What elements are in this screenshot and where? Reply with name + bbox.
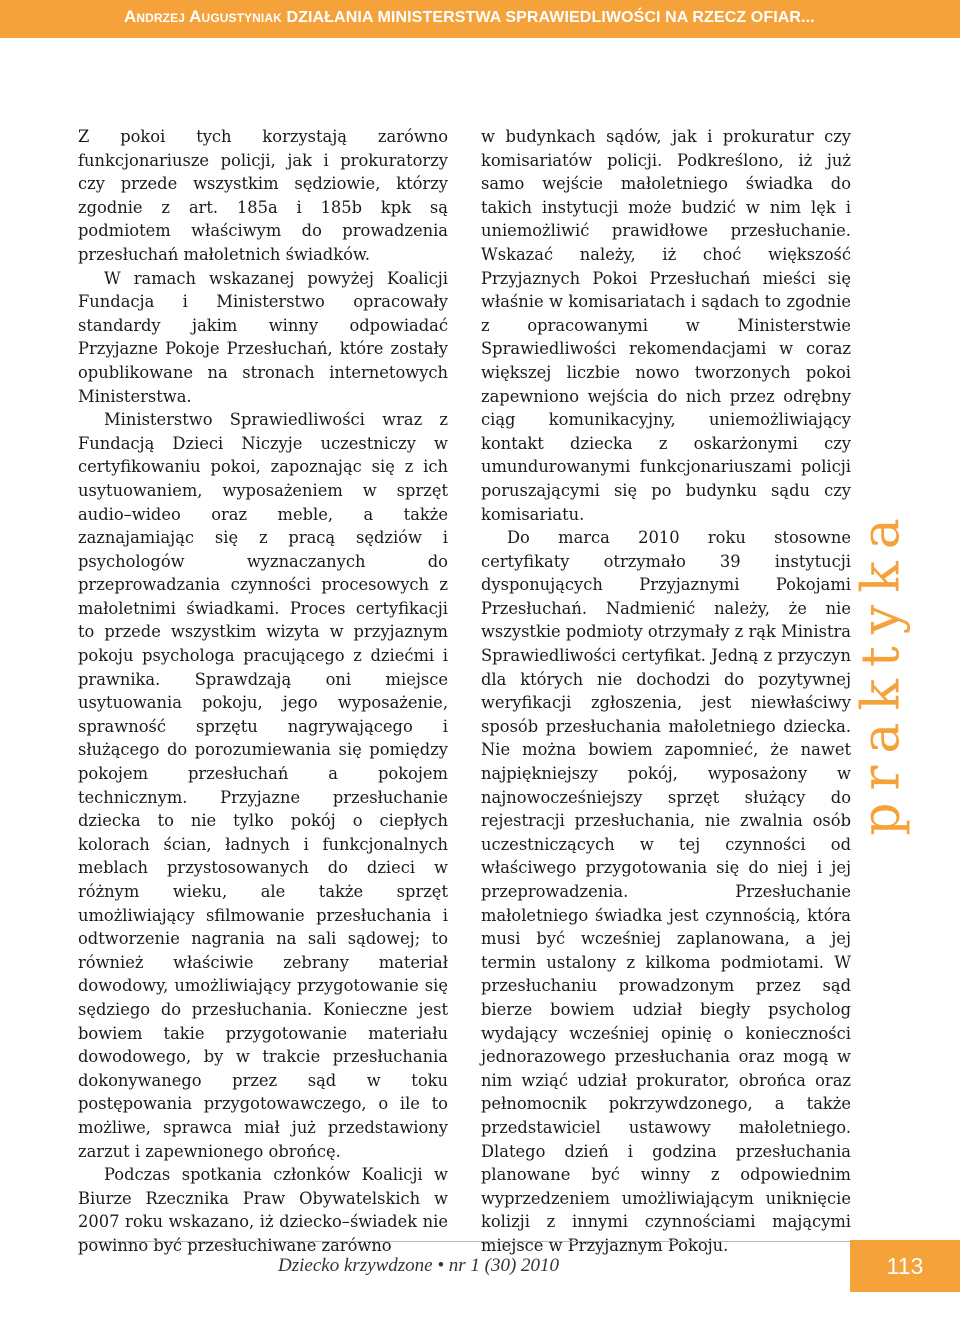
section-side-label-text: praktyka: [852, 506, 913, 836]
section-side-label: [842, 466, 922, 876]
paragraph: Do marca 2010 roku stosowne certyfikaty otrzymało 39 instytucji dysponujących Przyjaznymi Pokojami Przesłuchań. Nadmienić należy, że nie wszystkie podmioty otrzymały z rąk Ministra Sprawiedliwości certyfikat. Jedną z przyczyn dla których nie dochodzi do pozytywnej weryfikacji zgłoszenia, jest niewłaściwy sposób przesłuchania małoletniego dziecka. Nie można bowiem zapomnieć, że nawet najpiękniejszy pokój, wyposażony w najnowocześniejszy sprzęt służący do rejestracji przesłuchania, nie zwalnia osób uczestniczących w tej czynności od właściwego przygotowania się do niej i jej przeprowadzenia. Przesłuchanie małoletniego świadka jest czynnością, która musi być wcześniej zaplanowana, a jej termin ustalony z kilkoma podmiotami. W przesłuchaniu prowadzonym przez sąd bierze bowiem udział biegły psycholog wydający wcześniej opinię o konieczności jednorazowego przesłuchania oraz mogą w nim wziąć udział prokurator, obrońca oraz pełnomocnik pokrzywdzonego, a także przedstawiciel ustawowy małoletniego. Dlatego dzień i godzina przesłuchania planowane być winny z odpowiednim wyprzedzeniem umożliwiającym uniknięcie kolizji z innymi czynnościami mającymi miejsce w Przyjaznym Pokoju.: [481, 528, 851, 1255]
paragraph: Z pokoi tych korzystają zarówno funkcjonariusze policji, jak i prokuratorzy czy przede wszystkim sędziowie, którzy zgodnie z art. 185a i 185b kpk są podmiotem właściwym do prowadzenia przesłuchań małoletnich świadków.: [78, 127, 448, 264]
header-bar: [0, 0, 960, 38]
footer-journal: Dziecko krzywdzone • nr 1 (30) 2010: [278, 1255, 560, 1276]
header-author: Andrzej Augustyniak: [124, 7, 282, 26]
paragraph: w budynkach sądów, jak i prokuratur czy komisariatów policji. Podkreślono, iż już samo wejście małoletniego świadka do takich instytucji może budzić w nim lęk i uniemożliwić prawidłowe przesłuchanie. Wskazać należy, iż choć większość Przyjaznych Pokoi Przesłuchań mieści się właśnie w komisariatach i sądach to zgodnie z opracowanymi w Ministerstwie Sprawiedliwości rekomendacjami w coraz większej liczbie nowo tworzonych pokoi zapewniono wejścia do nich przez odrębny ciąg komunikacyjny, uniemożliwiający kontakt dziecka z oskarżonymi czy umundurowanymi funkcjonariuszami policji poruszającymi się po budynku sądu czy komisariatu.: [481, 127, 851, 524]
page-number: 113: [886, 1252, 924, 1279]
header-title: DZIAŁANIA MINISTERSTWA SPRAWIEDLIWOŚCI NA RZECZ OFIAR...: [286, 9, 815, 26]
text-column-right: [481, 125, 851, 1258]
text-column-left: [78, 125, 448, 1258]
paragraph: W ramach wskazanej powyżej Koalicji Fundacja i Ministerstwo opracowały standardy jakim winny odpowiadać Przyjazne Pokoje Przesłuchań, które zostały opublikowane na stronach internetowych Ministerstwa.: [78, 268, 448, 406]
page-number-box: [850, 1240, 960, 1292]
paragraph: Podczas spotkania członków Koalicji w Biurze Rzecznika Praw Obywatelskich w 2007 roku wskazano, iż dziecko–świadek nie powinno być przesłuchiwane zarówno: [78, 1165, 448, 1255]
paragraph: Ministerstwo Sprawiedliwości wraz z Fundacją Dzieci Niczyje uczestniczy w certyfikowaniu pokoi, zapoznając się z ich usytuowaniem, wyposażeniem w sprzęt audio–wideo oraz meble, a także zaznajamiając się z pracą sędziów i psychologów wyznaczanych do przeprowadzania czynności procesowych z małoletnimi świadkami. Proces certyfikacji to przede wszystkim wizyta w przyjaznym pokoju psychologa pracującego z dziećmi i prawnika. Sprawdzają oni miejsce usytuowania pokoju, jego wyposażenie, sprawność sprzętu nagrywającego i służącego do porozumiewania się pomiędzy pokojem przesłuchań a pokojem technicznym. Przyjazne przesłuchanie dziecka to nie tylko pokój o ciepłych kolorach ścian, ładnych i funkcjonalnych meblach przystosowanych do dzieci w różnym wieku, ale także sprzęt umożliwiający sfilmowanie przesłuchania i odtworzenie nagrania na sali sądowej; to również właściwie zebrany materiał dowodowy, umożliwiający przygotowanie się sędziego do przesłuchania. Konieczne jest bowiem takie przygotowanie materiału dowodowego, by w trakcie przesłuchania dokonywanego przez sąd w toku postępowania przygotowawczego, o ile to możliwe, sprawca miał już przedstawiony zarzut i zapewnionego obrońcę.: [78, 410, 448, 1161]
footer-divider: [78, 1241, 850, 1242]
running-header: [124, 7, 815, 27]
